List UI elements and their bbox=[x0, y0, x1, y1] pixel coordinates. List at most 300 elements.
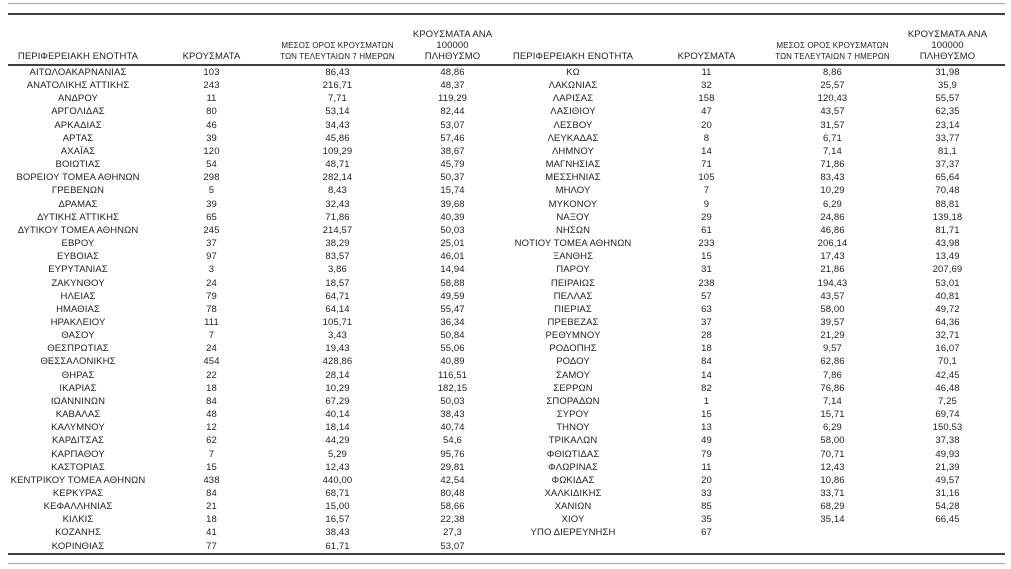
per100k-cell: 35,9 bbox=[938, 80, 957, 92]
region-cell: ΛΕΥΚΑΔΑΣ bbox=[547, 132, 599, 144]
region-cell: ΠΕΙΡΑΙΩΣ bbox=[550, 277, 596, 289]
cases-cell: 46 bbox=[206, 119, 217, 131]
avg7-cell: 21,86 bbox=[820, 264, 845, 276]
per100k-cell: 65,64 bbox=[935, 172, 960, 184]
per100k-cell: 23,14 bbox=[935, 119, 960, 131]
cases-cell: 24 bbox=[206, 277, 217, 289]
table-row bbox=[503, 79, 1000, 92]
table-header bbox=[8, 18, 505, 63]
table-row bbox=[8, 211, 505, 224]
avg7-cell: 53,14 bbox=[325, 106, 350, 118]
per100k-cell: 45,79 bbox=[440, 159, 465, 171]
region-cell: ΖΑΚΥΝΘΟΥ bbox=[51, 277, 105, 289]
table-row bbox=[8, 408, 505, 421]
column-header-per100k bbox=[895, 29, 1000, 63]
per100k-cell: 27,3 bbox=[443, 527, 462, 539]
region-cell: ΚΑΡΔΙΤΣΑΣ bbox=[51, 435, 105, 447]
table-row bbox=[8, 290, 505, 303]
cases-cell: 103 bbox=[203, 67, 220, 78]
region-cell: ΥΠΟ ΔΙΕΡΕΥΝΗΣΗ bbox=[530, 527, 616, 539]
table-row bbox=[503, 461, 1000, 474]
avg7-cell: 35,14 bbox=[820, 514, 845, 526]
table-row bbox=[503, 119, 1000, 132]
per100k-cell: 48,86 bbox=[440, 67, 465, 78]
column-header-per100k-line1: ΚΡΟΥΣΜΑΤΑ ΑΝΑ 100000 bbox=[907, 29, 988, 51]
avg7-cell: 12,43 bbox=[325, 461, 350, 473]
cases-cell: 82 bbox=[701, 382, 712, 394]
avg7-cell: 3,43 bbox=[328, 330, 347, 342]
region-cell: ΕΥΒΟΙΑΣ bbox=[57, 251, 99, 263]
region-cell: ΦΛΩΡΙΝΑΣ bbox=[548, 461, 598, 473]
avg7-cell: 6,29 bbox=[823, 422, 842, 434]
per100k-cell: 42,45 bbox=[935, 369, 960, 381]
cases-cell: 79 bbox=[206, 290, 217, 302]
avg7-cell: 48,71 bbox=[325, 159, 350, 171]
region-cell: ΑΡΓΟΛΙΔΑΣ bbox=[51, 106, 105, 118]
cases-cell: 65 bbox=[206, 211, 217, 223]
table-row bbox=[8, 448, 505, 461]
per100k-cell: 57,46 bbox=[440, 132, 465, 144]
cases-cell: 298 bbox=[203, 172, 220, 184]
region-cell: ΚΑΡΠΑΘΟΥ bbox=[51, 448, 105, 460]
avg7-cell: 86,43 bbox=[325, 67, 350, 78]
avg7-cell: 58,00 bbox=[820, 303, 845, 315]
avg7-cell: 10,29 bbox=[820, 185, 845, 197]
table-row bbox=[8, 329, 505, 342]
avg7-cell: 58,00 bbox=[820, 435, 845, 447]
per100k-cell: 21,39 bbox=[935, 461, 960, 473]
cases-cell: 31 bbox=[701, 264, 712, 276]
cases-cell: 35 bbox=[701, 514, 712, 526]
cases-cell: 97 bbox=[206, 251, 217, 263]
avg7-cell: 46,86 bbox=[820, 224, 845, 236]
per100k-cell: 38,67 bbox=[440, 145, 465, 157]
cases-cell: 11 bbox=[701, 461, 712, 473]
table-row bbox=[8, 277, 505, 290]
per100k-cell: 40,39 bbox=[440, 211, 465, 223]
region-cell: ΝΗΣΩΝ bbox=[555, 224, 591, 236]
per100k-cell: 15,74 bbox=[440, 185, 465, 197]
region-cell: ΗΛΕΙΑΣ bbox=[60, 290, 96, 302]
regional-cases-table-left bbox=[8, 0, 505, 560]
per100k-cell: 49,57 bbox=[935, 474, 960, 486]
cases-cell: 111 bbox=[204, 316, 219, 328]
table-row bbox=[503, 316, 1000, 329]
cases-cell: 238 bbox=[698, 277, 715, 289]
cases-cell: 22 bbox=[206, 369, 217, 381]
table-row bbox=[503, 434, 1000, 447]
table-row bbox=[503, 184, 1000, 197]
avg7-cell: 8,43 bbox=[328, 185, 347, 197]
table-row bbox=[503, 487, 1000, 500]
cases-cell: 80 bbox=[206, 106, 217, 118]
avg7-cell: 38,43 bbox=[325, 527, 350, 539]
avg7-cell: 282,14 bbox=[322, 172, 353, 184]
bottom-outer-rule bbox=[8, 563, 1005, 564]
region-cell: ΗΡΑΚΛΕΙΟΥ bbox=[50, 316, 106, 328]
region-cell: ΑΡΚΑΔΙΑΣ bbox=[54, 119, 102, 131]
region-cell: ΔΥΤΙΚΟΥ ΤΟΜΕΑ ΑΘΗΝΩΝ bbox=[17, 224, 139, 236]
table-row bbox=[503, 526, 1000, 539]
table-row bbox=[8, 500, 505, 513]
table-row bbox=[503, 290, 1000, 303]
cases-cell: 233 bbox=[698, 238, 715, 250]
avg7-cell: 428,86 bbox=[322, 356, 353, 368]
region-cell: ΜΗΛΟΥ bbox=[555, 185, 591, 197]
avg7-cell: 76,86 bbox=[820, 382, 845, 394]
per100k-cell: 81,71 bbox=[935, 224, 960, 236]
table-row bbox=[8, 66, 505, 79]
cases-cell: 243 bbox=[203, 80, 220, 92]
per100k-cell: 69,74 bbox=[935, 409, 960, 421]
per100k-cell: 46,01 bbox=[440, 251, 465, 263]
column-header-avg7-line1: ΜΕΣΟΣ ΟΡΟΣ ΚΡΟΥΣΜΑΤΩΝ bbox=[776, 41, 889, 50]
avg7-cell: 7,86 bbox=[823, 369, 842, 381]
region-cell: ΛΑΚΩΝΙΑΣ bbox=[548, 80, 598, 92]
region-cell: ΧΙΟΥ bbox=[561, 514, 585, 526]
region-cell: ΘΕΣΠΡΩΤΙΑΣ bbox=[47, 343, 109, 355]
cases-cell: 71 bbox=[701, 159, 712, 171]
avg7-cell: 216,71 bbox=[322, 80, 353, 92]
cases-cell: 18 bbox=[701, 343, 712, 355]
avg7-cell: 83,57 bbox=[325, 251, 350, 263]
region-cell: ΤΡΙΚΑΛΩΝ bbox=[548, 435, 598, 447]
avg7-cell: 10,29 bbox=[325, 382, 350, 394]
region-cell: ΡΟΔΟΠΗΣ bbox=[549, 343, 597, 355]
region-cell: ΗΜΑΘΙΑΣ bbox=[56, 303, 100, 315]
column-header-cases: ΚΡΟΥΣΜΑΤΑ bbox=[182, 51, 241, 62]
cases-cell: 29 bbox=[701, 211, 712, 223]
table-row bbox=[503, 382, 1000, 395]
cases-cell: 5 bbox=[208, 185, 215, 197]
cases-cell: 3 bbox=[208, 264, 215, 276]
table-row bbox=[8, 184, 505, 197]
avg7-cell: 25,57 bbox=[820, 80, 845, 92]
column-header-region: ΠΕΡΙΦΕΡΕΙΑΚΗ ΕΝΟΤΗΤΑ bbox=[512, 51, 634, 62]
per100k-cell: 207,69 bbox=[932, 264, 963, 276]
region-cell: ΚΑΛΥΜΝΟΥ bbox=[51, 422, 105, 434]
avg7-cell: 15,71 bbox=[820, 409, 845, 421]
avg7-cell: 105,71 bbox=[322, 316, 353, 328]
avg7-cell: 5,29 bbox=[328, 448, 347, 460]
per100k-cell: 29,81 bbox=[440, 461, 465, 473]
per100k-cell: 31,16 bbox=[935, 488, 960, 499]
cases-cell: 12 bbox=[206, 422, 217, 434]
region-cell: ΦΩΚΙΔΑΣ bbox=[551, 474, 595, 486]
avg7-cell: 7,14 bbox=[823, 145, 842, 157]
cases-cell: 63 bbox=[701, 303, 712, 315]
table-row bbox=[8, 224, 505, 237]
table-row bbox=[8, 316, 505, 329]
table-header bbox=[503, 18, 1000, 63]
table-row bbox=[503, 369, 1000, 382]
table-row bbox=[503, 474, 1000, 487]
cases-cell: 105 bbox=[698, 172, 715, 184]
cases-cell: 84 bbox=[701, 356, 712, 368]
region-cell: ΘΑΣΟΥ bbox=[61, 330, 95, 342]
per100k-cell: 16,07 bbox=[935, 343, 960, 355]
avg7-cell: 62,86 bbox=[820, 356, 845, 368]
region-cell: ΧΑΛΚΙΔΙΚΗΣ bbox=[544, 488, 602, 499]
avg7-cell: 21,29 bbox=[820, 330, 845, 342]
cases-cell: 20 bbox=[701, 119, 712, 131]
region-cell: ΚΟΡΙΝΘΙΑΣ bbox=[51, 540, 105, 552]
avg7-cell: 45,86 bbox=[325, 132, 350, 144]
per100k-cell: 49,72 bbox=[935, 303, 960, 315]
per100k-cell: 50,03 bbox=[440, 395, 465, 407]
cases-cell: 120 bbox=[203, 145, 220, 157]
avg7-cell: 24,86 bbox=[820, 211, 845, 223]
cases-cell: 67 bbox=[701, 527, 712, 539]
region-cell: ΙΚΑΡΙΑΣ bbox=[59, 382, 97, 394]
table-row bbox=[8, 145, 505, 158]
table-body bbox=[503, 66, 1000, 540]
per100k-cell: 53,07 bbox=[440, 540, 465, 552]
region-cell: ΛΕΣΒΟΥ bbox=[553, 119, 593, 131]
avg7-cell: 71,86 bbox=[820, 159, 845, 171]
column-header-per100k-line2: ΠΛΗΘΥΣΜΟ bbox=[424, 51, 481, 62]
per100k-cell: 37,37 bbox=[935, 159, 960, 171]
table-row bbox=[8, 105, 505, 118]
column-header-avg7-line2: ΤΩΝ ΤΕΛΕΥΤΑΙΩΝ 7 ΗΜΕΡΩΝ bbox=[775, 51, 890, 61]
cases-cell: 33 bbox=[701, 488, 712, 499]
regional-cases-table-right bbox=[503, 0, 1000, 560]
avg7-cell: 3,86 bbox=[328, 264, 347, 276]
region-cell: ΕΒΡΟΥ bbox=[61, 238, 95, 250]
table-row bbox=[8, 526, 505, 539]
per100k-cell: 37,38 bbox=[935, 435, 960, 447]
region-cell: ΞΑΝΘΗΣ bbox=[552, 251, 594, 263]
avg7-cell: 38,29 bbox=[325, 238, 350, 250]
cases-cell: 39 bbox=[206, 132, 217, 144]
cases-cell: 8 bbox=[703, 132, 710, 144]
per100k-cell: 139,18 bbox=[932, 211, 963, 223]
cases-cell: 49 bbox=[701, 435, 712, 447]
avg7-cell: 7,71 bbox=[328, 93, 347, 105]
table-row bbox=[8, 395, 505, 408]
per100k-cell: 54,28 bbox=[935, 501, 960, 513]
avg7-cell: 10,86 bbox=[820, 474, 845, 486]
cases-cell: 28 bbox=[701, 330, 712, 342]
avg7-cell: 7,14 bbox=[823, 395, 842, 407]
per100k-cell: 70,48 bbox=[935, 185, 960, 197]
table-row bbox=[503, 132, 1000, 145]
cases-cell: 32 bbox=[701, 80, 712, 92]
cases-cell: 14 bbox=[701, 369, 712, 381]
avg7-cell: 40,14 bbox=[325, 409, 350, 421]
table-row bbox=[8, 158, 505, 171]
per100k-cell: 48,37 bbox=[440, 80, 465, 92]
table-row bbox=[503, 448, 1000, 461]
cases-cell: 18 bbox=[206, 514, 217, 526]
cases-cell: 57 bbox=[701, 290, 712, 302]
per100k-cell: 39,68 bbox=[440, 198, 465, 210]
table-row bbox=[503, 171, 1000, 184]
avg7-cell: 19,43 bbox=[325, 343, 350, 355]
region-cell: ΚΟΖΑΝΗΣ bbox=[55, 527, 101, 539]
region-cell: ΚΕΦΑΛΛΗΝΙΑΣ bbox=[43, 501, 113, 513]
region-cell: ΑΝΑΤΟΛΙΚΗΣ ΑΤΤΙΚΗΣ bbox=[26, 80, 130, 92]
column-header-per100k-line2: ΠΛΗΘΥΣΜΟ bbox=[919, 51, 976, 62]
cases-cell: 62 bbox=[206, 435, 217, 447]
table-row bbox=[503, 250, 1000, 263]
cases-cell: 15 bbox=[701, 409, 712, 421]
table-row bbox=[503, 342, 1000, 355]
table-row bbox=[8, 369, 505, 382]
cases-cell: 9 bbox=[703, 198, 710, 210]
per100k-cell: 70,1 bbox=[938, 356, 957, 368]
column-header-region: ΠΕΡΙΦΕΡΕΙΑΚΗ ΕΝΟΤΗΤΑ bbox=[17, 51, 139, 62]
region-cell: ΠΕΛΛΑΣ bbox=[553, 290, 593, 302]
per100k-cell: 7,25 bbox=[938, 395, 957, 407]
region-cell: ΝΑΞΟΥ bbox=[556, 211, 590, 223]
per100k-cell: 66,45 bbox=[935, 514, 960, 526]
per100k-cell: 13,49 bbox=[935, 251, 960, 263]
cases-cell: 454 bbox=[203, 356, 220, 368]
per100k-cell: 53,07 bbox=[440, 119, 465, 131]
avg7-cell: 18,14 bbox=[325, 422, 350, 434]
table-row bbox=[8, 263, 505, 276]
avg7-cell: 31,57 bbox=[820, 119, 845, 131]
cases-cell: 24 bbox=[206, 343, 217, 355]
per100k-cell: 40,81 bbox=[935, 290, 960, 302]
per100k-cell: 40,89 bbox=[440, 356, 465, 368]
per100k-cell: 62,35 bbox=[935, 106, 960, 118]
table-row bbox=[503, 66, 1000, 79]
region-cell: ΠΡΕΒΕΖΑΣ bbox=[547, 316, 599, 328]
per100k-cell: 82,44 bbox=[440, 106, 465, 118]
avg7-cell: 44,29 bbox=[325, 435, 350, 447]
cases-cell: 20 bbox=[701, 474, 712, 486]
region-cell: ΚΙΛΚΙΣ bbox=[62, 514, 94, 526]
per100k-cell: 88,81 bbox=[935, 198, 960, 210]
cases-cell: 7 bbox=[208, 448, 215, 460]
cases-cell: 48 bbox=[206, 409, 217, 421]
avg7-cell: 12,43 bbox=[820, 461, 845, 473]
cases-cell: 78 bbox=[206, 303, 217, 315]
avg7-cell: 109,29 bbox=[322, 145, 353, 157]
cases-cell: 37 bbox=[206, 238, 217, 250]
table-body bbox=[8, 66, 505, 553]
region-cell: ΑΙΤΩΛΟΑΚΑΡΝΑΝΙΑΣ bbox=[29, 67, 127, 78]
cases-cell: 15 bbox=[206, 461, 217, 473]
table-row bbox=[503, 92, 1000, 105]
table-row bbox=[503, 500, 1000, 513]
region-cell: ΣΑΜΟΥ bbox=[555, 369, 591, 381]
region-cell: ΛΑΡΙΣΑΣ bbox=[552, 93, 594, 105]
column-header-per100k bbox=[400, 29, 505, 63]
cases-cell: 21 bbox=[206, 501, 217, 513]
per100k-cell: 25,01 bbox=[440, 238, 465, 250]
region-cell: ΓΡΕΒΕΝΩΝ bbox=[51, 185, 105, 197]
table-row bbox=[503, 237, 1000, 250]
table-row bbox=[503, 158, 1000, 171]
per100k-cell: 32,71 bbox=[935, 330, 960, 342]
cases-cell: 77 bbox=[206, 540, 217, 552]
cases-cell: 18 bbox=[206, 382, 217, 394]
cases-cell: 7 bbox=[703, 185, 710, 197]
region-cell: ΛΗΜΝΟΥ bbox=[551, 145, 594, 157]
region-cell: ΡΟΔΟΥ bbox=[556, 356, 590, 368]
region-cell: ΕΥΡΥΤΑΝΙΑΣ bbox=[48, 264, 108, 276]
cases-cell: 13 bbox=[701, 422, 712, 434]
avg7-cell: 120,43 bbox=[817, 93, 848, 105]
table-row bbox=[8, 303, 505, 316]
region-cell: ΑΧΑΪΑΣ bbox=[60, 145, 96, 157]
region-cell: ΑΡΤΑΣ bbox=[62, 132, 94, 144]
per100k-cell: 64,36 bbox=[935, 316, 960, 328]
table-row bbox=[503, 198, 1000, 211]
avg7-cell: 71,86 bbox=[325, 211, 350, 223]
avg7-cell: 18,57 bbox=[325, 277, 350, 289]
region-cell: ΜΑΓΝΗΣΙΑΣ bbox=[545, 159, 601, 171]
per100k-cell: 80,48 bbox=[440, 488, 465, 499]
cases-cell: 84 bbox=[206, 395, 217, 407]
cases-cell: 438 bbox=[203, 474, 220, 486]
per100k-cell bbox=[895, 526, 1000, 539]
table-row bbox=[8, 237, 505, 250]
region-cell: ΝΟΤΙΟΥ ΤΟΜΕΑ ΑΘΗΝΩΝ bbox=[514, 238, 632, 250]
cases-cell: 84 bbox=[206, 488, 217, 499]
avg7-cell: 17,43 bbox=[820, 251, 845, 263]
table-row bbox=[503, 355, 1000, 368]
column-header-cases: ΚΡΟΥΣΜΑΤΑ bbox=[677, 51, 736, 62]
per100k-cell: 116,51 bbox=[438, 369, 467, 381]
region-cell: ΦΘΙΩΤΙΔΑΣ bbox=[546, 448, 600, 460]
per100k-cell: 182,15 bbox=[437, 382, 468, 394]
column-header-avg7 bbox=[275, 41, 400, 63]
table-row bbox=[503, 211, 1000, 224]
table-row bbox=[503, 263, 1000, 276]
per100k-cell: 46,48 bbox=[935, 382, 960, 394]
region-cell: ΤΗΝΟΥ bbox=[556, 422, 590, 434]
avg7-cell: 68,29 bbox=[820, 501, 845, 513]
region-cell: ΚΑΣΤΟΡΙΑΣ bbox=[51, 461, 105, 473]
avg7-cell: 70,71 bbox=[820, 448, 845, 460]
avg7-cell: 34,43 bbox=[325, 119, 350, 131]
region-cell: ΜΕΣΣΗΝΙΑΣ bbox=[545, 172, 601, 184]
table-row bbox=[503, 408, 1000, 421]
column-header-avg7-line1: ΜΕΣΟΣ ΟΡΟΣ ΚΡΟΥΣΜΑΤΩΝ bbox=[281, 41, 394, 50]
region-cell: ΠΙΕΡΙΑΣ bbox=[554, 303, 592, 315]
per100k-cell: 58,88 bbox=[440, 277, 465, 289]
avg7-cell: 33,71 bbox=[820, 488, 845, 499]
avg7-cell: 43,57 bbox=[820, 290, 845, 302]
cases-cell: 7 bbox=[208, 330, 215, 342]
region-cell: ΚΕΝΤΡΙΚΟΥ ΤΟΜΕΑ ΑΘΗΝΩΝ bbox=[10, 474, 146, 486]
table-row bbox=[8, 198, 505, 211]
per100k-cell: 55,57 bbox=[935, 93, 960, 105]
per100k-cell: 55,47 bbox=[440, 303, 465, 315]
per100k-cell: 81,1 bbox=[938, 145, 957, 157]
cases-cell: 47 bbox=[701, 106, 712, 118]
cases-cell: 14 bbox=[701, 145, 712, 157]
avg7-cell: 28,14 bbox=[325, 369, 350, 381]
region-cell: ΚΩ bbox=[566, 67, 580, 78]
avg7-cell: 206,14 bbox=[817, 238, 848, 250]
avg7-cell: 68,71 bbox=[325, 488, 350, 499]
avg7-cell: 16,57 bbox=[325, 514, 350, 526]
table-row bbox=[8, 171, 505, 184]
region-cell: ΔΥΤΙΚΗΣ ΑΤΤΙΚΗΣ bbox=[36, 211, 120, 223]
per100k-cell: 53,01 bbox=[935, 277, 960, 289]
avg7-cell: 67,29 bbox=[325, 395, 350, 407]
column-header-avg7-line2: ΤΩΝ ΤΕΛΕΥΤΑΙΩΝ 7 ΗΜΕΡΩΝ bbox=[280, 51, 395, 61]
per100k-cell: 14,94 bbox=[440, 264, 465, 276]
per100k-cell: 95,76 bbox=[440, 448, 465, 460]
region-cell: ΣΕΡΡΩΝ bbox=[553, 382, 593, 394]
cases-cell: 85 bbox=[701, 501, 712, 513]
